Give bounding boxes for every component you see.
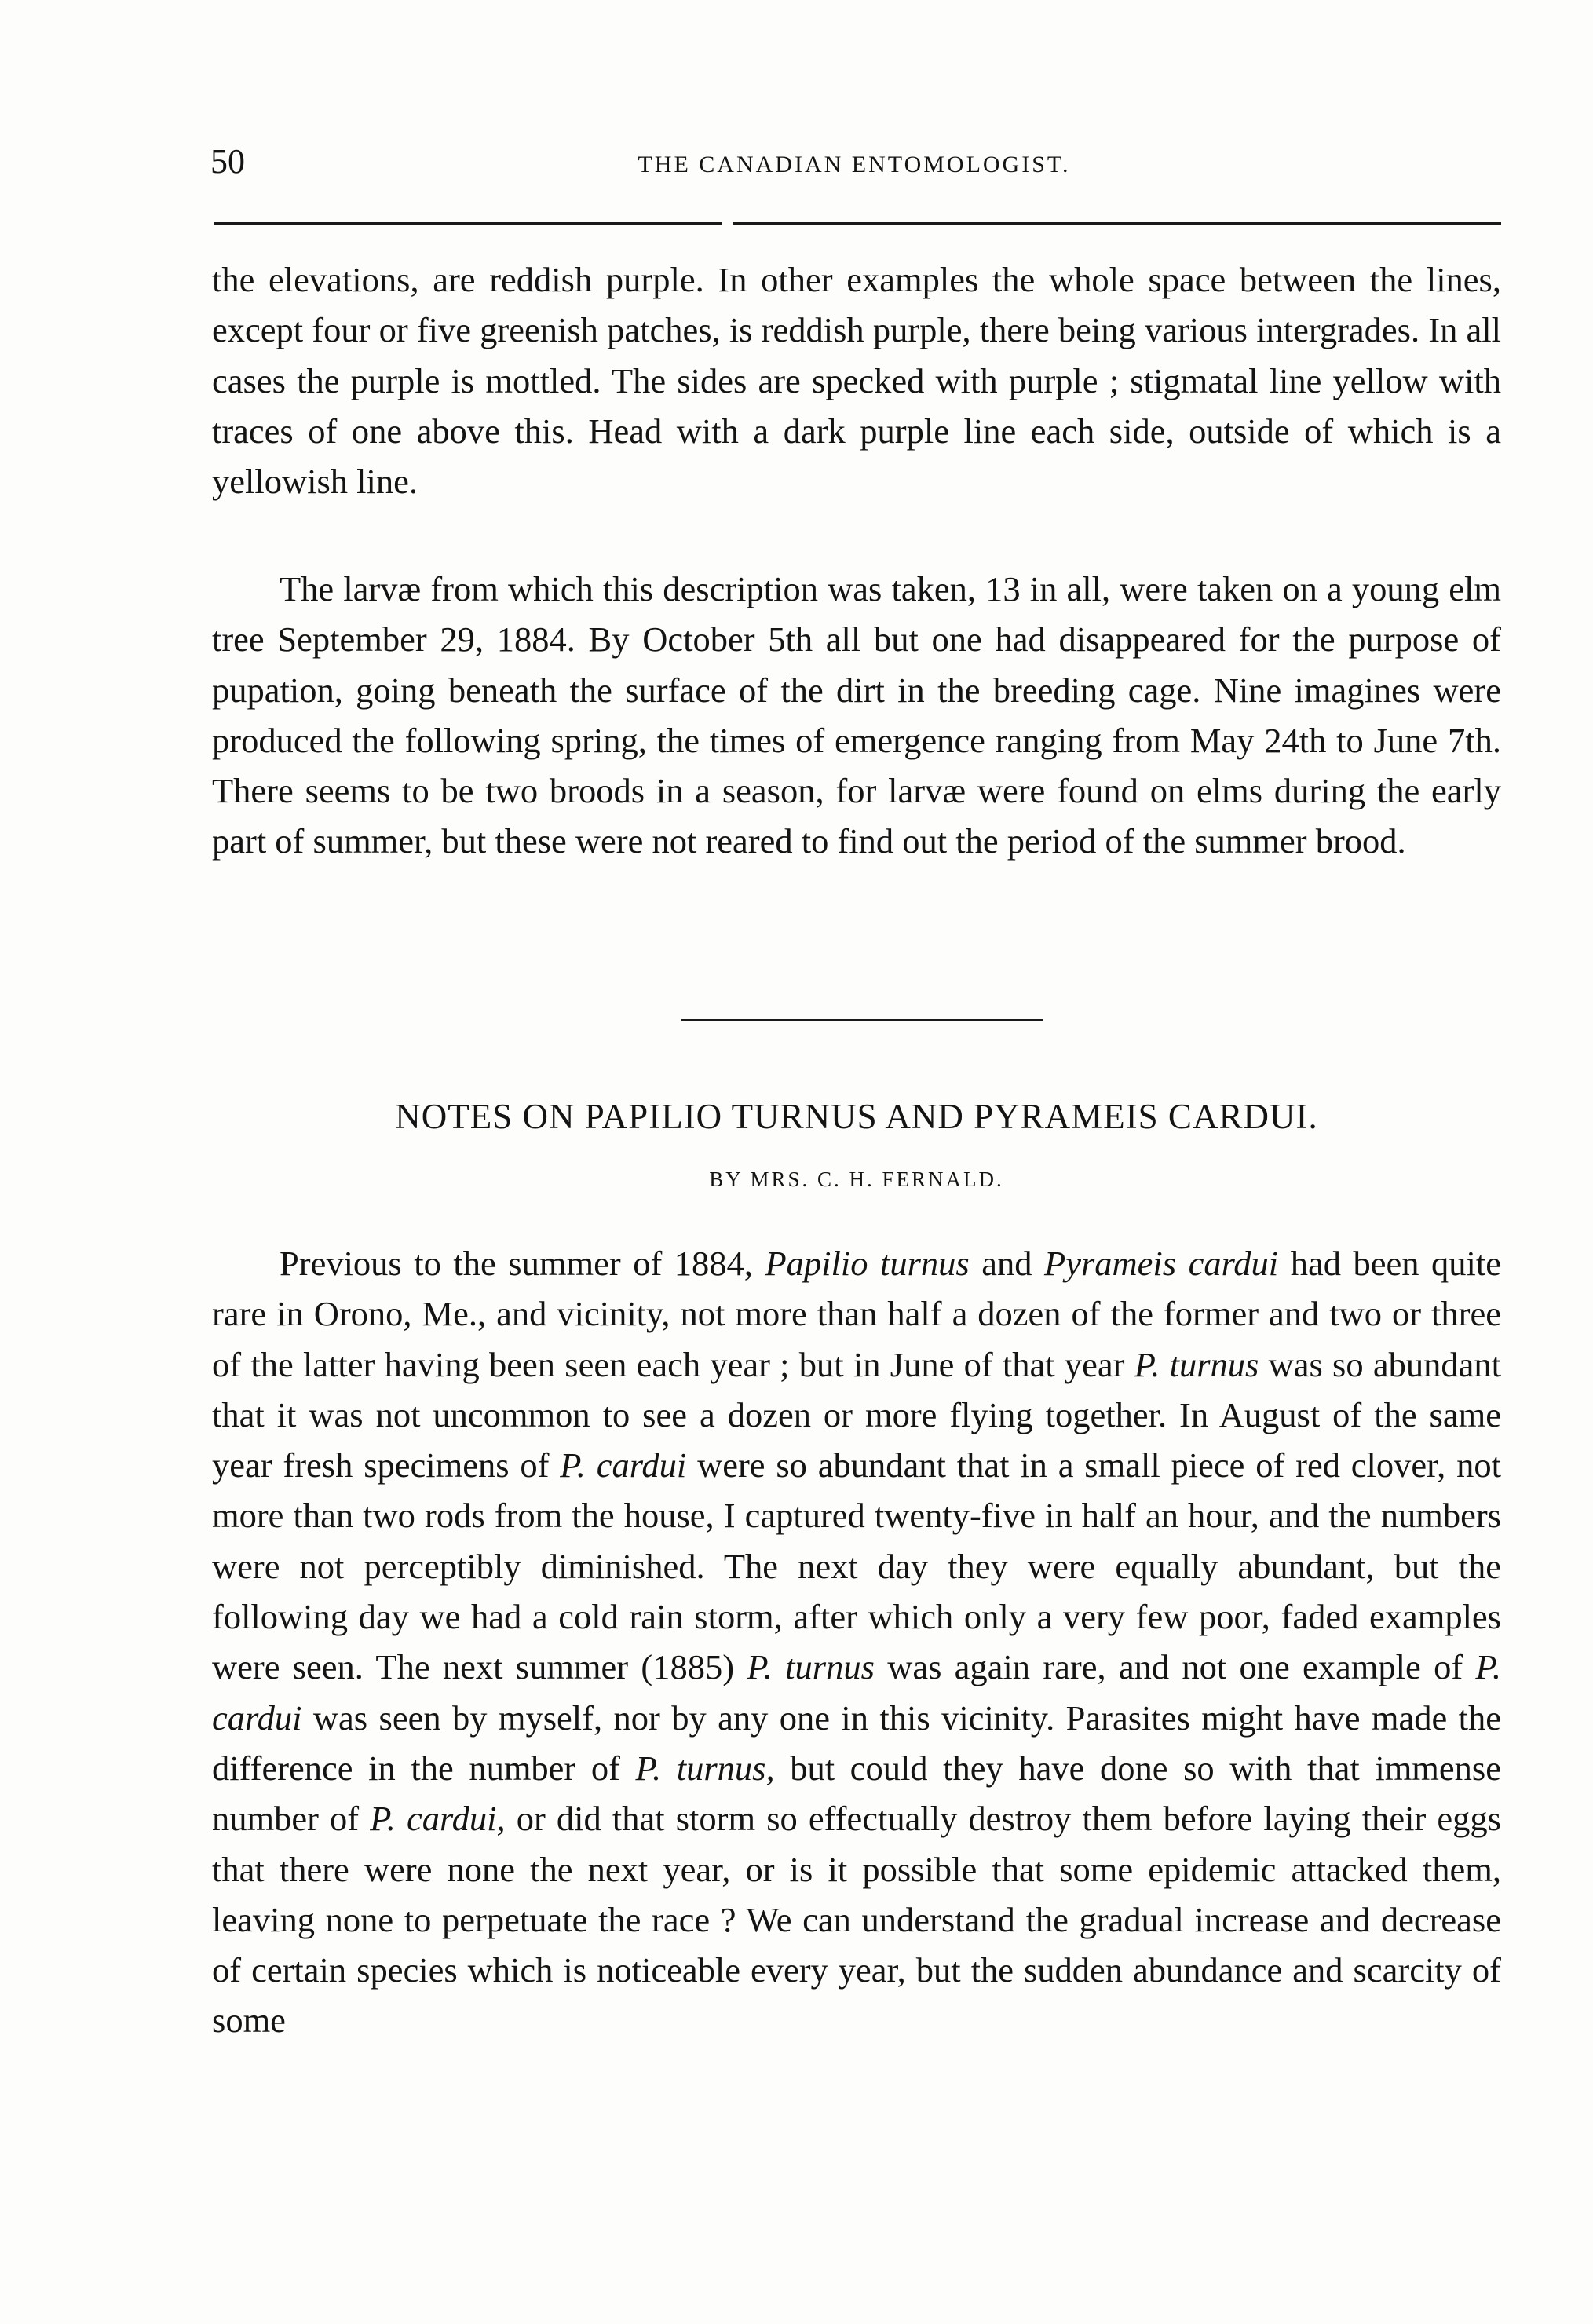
continued-paragraph-1: the elevations, are reddish purple. In other examples the whole space between the lines, except four or five greenish patches, is reddish purple, there being various intergrades. In all cases the purple is mottled. The sides are specked with purple ; stigmatal line yellow with traces of one above this. Head with a dark purple line each side, outside of which is a yellowish line. [212,260,1501,502]
running-head [210,138,1498,185]
header-rule-right [733,222,1501,225]
body-text-run: Previous to the summer of 1884, [280,1244,765,1283]
species-name: P. turnus [747,1647,875,1687]
section-divider [681,1019,1043,1021]
page-number: 50 [210,142,245,181]
body-text-run: was again rare, and not one example of [874,1647,1476,1687]
body-text-run: was seen by myself, nor by any one in this vicinity. Parasites might have made the difference in the number of [212,1697,1501,1788]
species-name: P. turnus, [635,1748,775,1788]
body-text-run: but could they have done so with that immense number of [212,1748,1501,1839]
article-paragraph [212,1238,1501,2046]
species-name: P. cardui [212,1647,1501,1738]
body-text-run: was so abundant that it was not uncommon to see a dozen or more flying together. In August of the same year fresh specimens of [212,1344,1501,1485]
article-byline: BY MRS. C. H. FERNALD. [709,1167,1004,1191]
journal-title: THE CANADIAN ENTOMOLOGIST. [638,152,1071,177]
continued-paragraph-2: The larvæ from which this description was taken, 13 in all, were taken on a young elm tree September 29, 1884. By October 5th all but one had disappeared for the purpose of pupation, going beneath the surface of the dirt in the breeding cage. Nine imagines were produced the following spring, the times of emergence ranging from May 24th to June 7th. There seems to be two broods in a season, for larvæ were found on elms during the early part of summer, but these were not reared to find out the period of the summer brood. [212,569,1501,861]
body-text-run: were so abundant that in a small piece of red clover, not more than two rods from the house, I captured twenty-five in half an hour, and the numbers were not perceptibly diminished. The next day they were equally abundant, but the following day we had a cold rain storm, after which only a very few poor, faded examples were seen. The next summer (1885) [212,1445,1501,1687]
species-name: P. turnus [1134,1344,1259,1384]
header-rule-left [214,222,722,225]
body-text-run: had been quite rare in Orono, Me., and vicinity, not more than half a dozen of the former and two or three of the latter having been seen each year ; but in June of that year [212,1244,1501,1384]
body-text-run: and [969,1244,1045,1283]
article-title: NOTES ON PAPILIO TURNUS AND PYRAMEIS CARDUI. [395,1097,1318,1136]
species-name: P. cardui [560,1445,687,1485]
species-name: P. cardui, [370,1799,506,1839]
species-name: Pyrameis cardui [1044,1244,1279,1283]
body-text-run: or did that storm so effectually destroy them before laying their eggs that there were none the next year, or is it possible that some epidemic attacked them, leaving none to perpetuate the race ? We can understand the gradual increase and decrease of certain species which is noticeable every year, but the sudden abundance and scarcity of some [212,1799,1501,2041]
species-name: Papilio turnus [765,1244,970,1283]
